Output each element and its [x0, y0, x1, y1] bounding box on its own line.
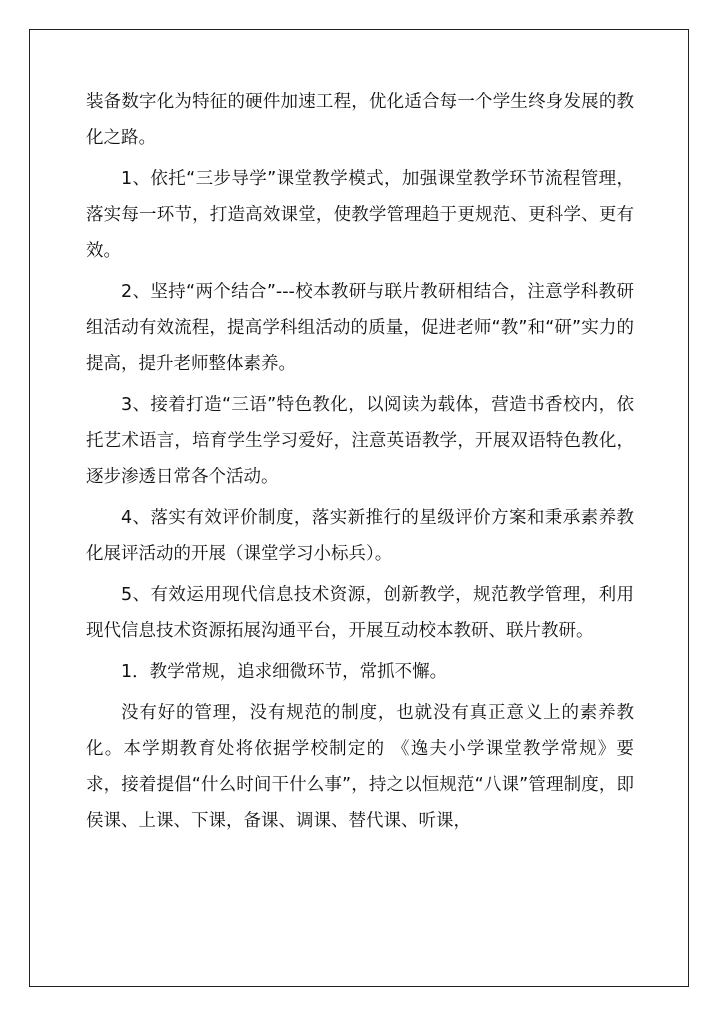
- paragraph-item-5: 5、有效运用现代信息技术资源，创新教学，规范教学管理，利用现代信息技术资源拓展沟通平台，开展互动校本教研、联片教研。: [86, 585, 634, 641]
- paragraph-item-4: 4、落实有效评价制度，落实新推行的星级评价方案和秉承素养教化展评活动的开展（课堂学习小标兵）。: [86, 508, 634, 564]
- paragraph-management: 没有好的管理，没有规范的制度，也就没有真正意义上的素养教化。本学期教育处将依据学校制定的 《逸夫小学课堂教学常规》要求，接着提倡“什么时间干什么事”，持之以恒规范“八课”管理制度，即侯课、上课、下课，备课、调课、替代课、听课，: [86, 703, 634, 831]
- paragraph-item-2: 2、坚持“两个结合”---校本教研与联片教研相结合，注意学科教研组活动有效流程，提高学科组活动的质量，促进老师“教”和“研”实力的提高，提升老师整体素养。: [86, 282, 634, 374]
- section-heading-teaching-routine: 1．教学常规，追求细微环节，常抓不懈。: [121, 662, 448, 682]
- paragraph-intro: 装备数字化为特征的硬件加速工程，优化适合每一个学生终身发展的教化之路。: [86, 92, 634, 148]
- document-body: [86, 84, 634, 839]
- paragraph-item-1: 1、依托“三步导学”课堂教学模式，加强课堂教学环节流程管理，落实每一环节，打造高效课堂，使教学管理趋于更规范、更科学、更有效。: [86, 169, 634, 261]
- paragraph-item-3: 3、接着打造“三语”特色教化，以阅读为载体，营造书香校内，依托艺术语言，培育学生学习爱好，注意英语教学，开展双语特色教化，逐步渗透日常各个活动。: [86, 395, 634, 487]
